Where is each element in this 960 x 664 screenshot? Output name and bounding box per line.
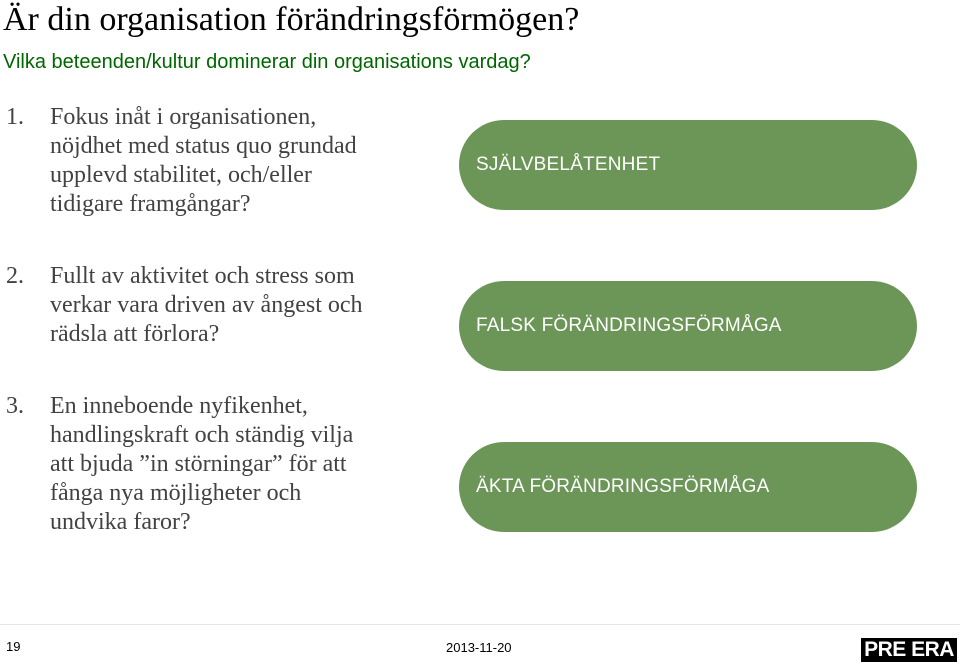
slide-subtitle: Vilka beteenden/kultur dominerar din organisations vardag?: [3, 51, 531, 73]
footer-date: 2013-11-20: [446, 640, 512, 655]
label-pill-2: [459, 281, 917, 371]
point-number: 3.: [6, 393, 24, 419]
point-text: Fokus inåt i organisationen, nöjdhet med status quo grundad upplevd stabilitet, och/eller tidigare framgångar?: [50, 104, 357, 217]
point-text: Fullt av aktivitet och stress som verkar vara driven av ångest och rädsla att förlora?: [50, 263, 363, 347]
point-number: 2.: [6, 263, 24, 289]
slide-number: 19: [6, 639, 21, 654]
label-pill-1: [459, 120, 917, 210]
slide-title: Är din organisation förändringsförmögen?: [3, 1, 580, 38]
footer-divider: [0, 624, 960, 625]
point-3: [6, 392, 470, 537]
pill-label: ÄKTA FÖRÄNDRINGSFÖRMÅGA: [476, 476, 770, 497]
point-text: En inneboende nyfikenhet, handlingskraft och ständig vilja att bjuda ”in störningar” för att fånga nya möjligheter och undvika faror?: [50, 393, 354, 535]
point-2: [6, 262, 470, 349]
pill-label: SJÄLVBELÅTENHET: [476, 154, 661, 175]
label-pill-3: [459, 442, 917, 532]
point-1: [6, 103, 470, 219]
point-number: 1.: [6, 104, 24, 130]
pill-label: FALSK FÖRÄNDRINGSFÖRMÅGA: [476, 315, 782, 336]
pre-era-logo: PRE ERA: [861, 638, 957, 662]
